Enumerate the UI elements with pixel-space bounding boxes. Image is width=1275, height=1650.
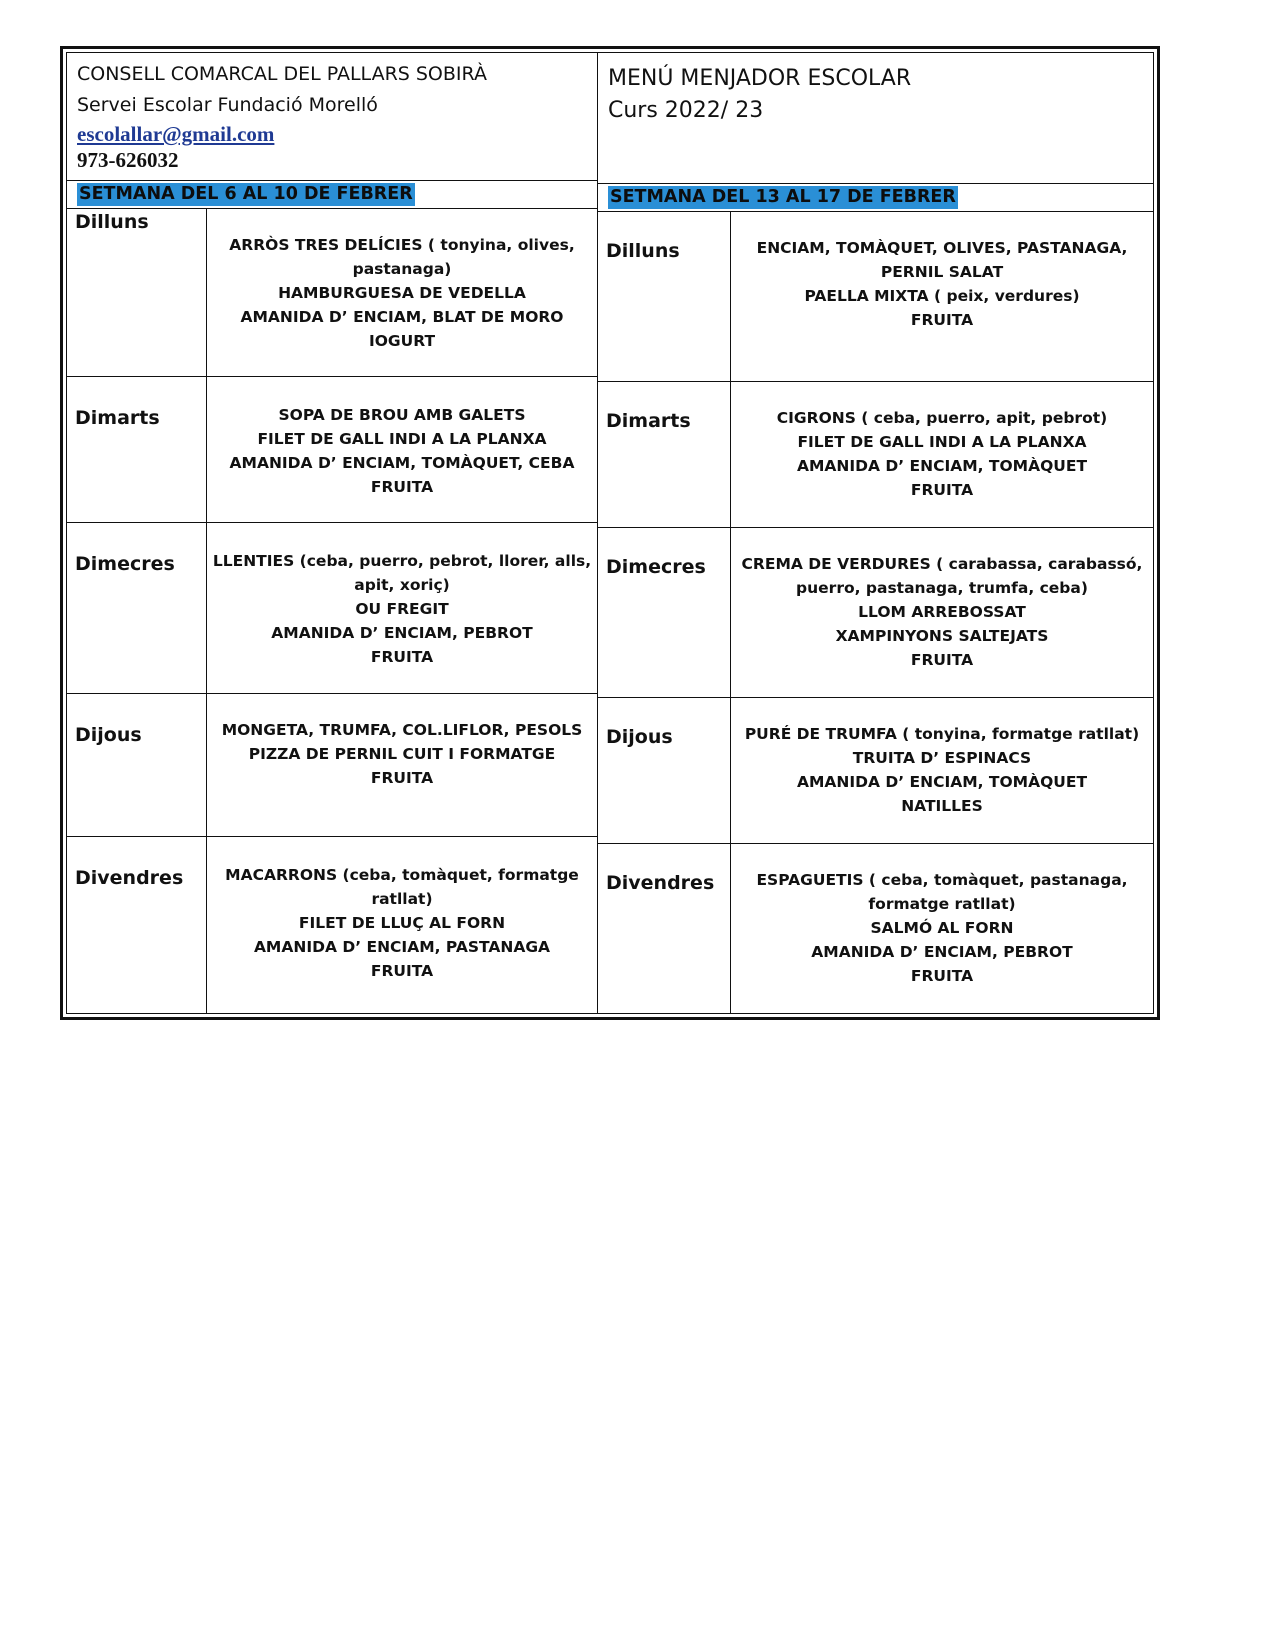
menu-line: puerro, pastanaga, trumfa, ceba) (796, 579, 1088, 597)
menu-line: FRUITA (370, 648, 434, 666)
menu-cell (731, 212, 1153, 381)
menu-line: MONGETA, TRUMFA, COL.LIFLOR, PESOLS (221, 721, 583, 739)
menu-line: SALMÓ AL FORN (870, 919, 1014, 937)
menu-line: TRUITA D’ ESPINACS (852, 749, 1032, 767)
menu-line: CREMA DE VERDURES ( carabassa, carabassó, (741, 555, 1143, 573)
org-name: CONSELL COMARCAL DEL PALLARS SOBIRÀ (77, 63, 487, 85)
service-name: Servei Escolar Fundació Morelló (77, 94, 378, 116)
week1-row-divendres (67, 837, 597, 1013)
menu-line: AMANIDA D’ ENCIAM, TOMÀQUET (796, 773, 1088, 791)
menu-line: formatge ratllat) (868, 895, 1016, 913)
menu-line: FILET DE GALL INDI A LA PLANXA (257, 430, 547, 448)
course-label: Curs 2022/ 23 (608, 98, 764, 123)
menu-cell (207, 377, 597, 522)
menu-line: FRUITA (910, 481, 974, 499)
day-label: Dimecres (67, 523, 207, 693)
menu-line: PAELLA MIXTA ( peix, verdures) (804, 287, 1080, 305)
menu-line: FRUITA (370, 478, 434, 496)
week2-row-dijous (598, 698, 1153, 844)
menu-line: ESPAGUETIS ( ceba, tomàquet, pastanaga, (756, 871, 1128, 889)
week2-header (598, 184, 1153, 212)
menu-line: OU FREGIT (355, 600, 449, 618)
week1-days (67, 209, 597, 1013)
menu-line: pastanaga) (352, 260, 452, 278)
week1-column (67, 53, 597, 1013)
menu-line: PIZZA DE PERNIL CUIT I FORMATGE (248, 745, 556, 763)
menu-header (598, 53, 1153, 184)
day-label: Divendres (67, 837, 207, 1013)
menu-line: apit, xoriç) (354, 576, 450, 594)
menu-line: PERNIL SALAT (880, 263, 1004, 281)
week2-days (598, 212, 1153, 1013)
menu-line: FILET DE GALL INDI A LA PLANXA (797, 433, 1087, 451)
menu-line: FRUITA (370, 962, 434, 980)
week1-row-dimecres (67, 523, 597, 694)
menu-line: AMANIDA D’ ENCIAM, BLAT DE MORO (240, 308, 564, 326)
week2-row-dilluns (598, 212, 1153, 382)
menu-cell (731, 382, 1153, 527)
week1-header (67, 181, 597, 209)
menu-cell (731, 528, 1153, 697)
menu-line: HAMBURGUESA DE VEDELLA (278, 284, 526, 302)
day-label: Dilluns (598, 212, 731, 381)
menu-line: CIGRONS ( ceba, puerro, apit, pebrot) (776, 409, 1108, 427)
phone-number: 973-626032 (77, 148, 179, 172)
menu-line: FRUITA (910, 651, 974, 669)
week1-row-dimarts (67, 377, 597, 523)
menu-table (66, 52, 1154, 1014)
day-label: Dijous (598, 698, 731, 843)
menu-cell (207, 837, 597, 1013)
menu-cell (207, 694, 597, 836)
menu-line: XAMPINYONS SALTEJATS (835, 627, 1049, 645)
menu-line: AMANIDA D’ ENCIAM, PASTANAGA (253, 938, 551, 956)
menu-line: AMANIDA D’ ENCIAM, PEBROT (811, 943, 1073, 961)
week1-label: SETMANA DEL 6 AL 10 DE FEBRER (79, 184, 413, 204)
week2-row-divendres (598, 844, 1153, 1013)
menu-line: IOGURT (368, 332, 436, 350)
week2-row-dimarts (598, 382, 1153, 528)
week2-label: SETMANA DEL 13 AL 17 DE FEBRER (610, 187, 956, 207)
menu-line: ARRÒS TRES DELÍCIES ( tonyina, olives, (229, 236, 575, 254)
menu-line: MACARRONS (ceba, tomàquet, formatge (225, 866, 579, 884)
menu-line: FRUITA (370, 769, 434, 787)
menu-line: FRUITA (910, 967, 974, 985)
menu-line: SOPA DE BROU AMB GALETS (278, 406, 526, 424)
menu-cell (207, 523, 597, 693)
menu-line: AMANIDA D’ ENCIAM, PEBROT (271, 624, 533, 642)
week1-row-dijous (67, 694, 597, 837)
week2-column (597, 53, 1153, 1013)
menu-line: NATILLES (901, 797, 983, 815)
menu-frame (60, 46, 1160, 1020)
menu-line: FILET DE LLUÇ AL FORN (298, 914, 506, 932)
menu-line: FRUITA (910, 311, 974, 329)
menu-line: AMANIDA D’ ENCIAM, TOMÀQUET, CEBA (229, 454, 575, 472)
menu-line: LLOM ARREBOSSAT (858, 603, 1026, 621)
menu-cell (207, 209, 597, 376)
day-label: Dijous (67, 694, 207, 836)
menu-title: MENÚ MENJADOR ESCOLAR (608, 66, 912, 91)
day-label: Dimarts (598, 382, 731, 527)
menu-line: AMANIDA D’ ENCIAM, TOMÀQUET (796, 457, 1088, 475)
day-label: Divendres (598, 844, 731, 1013)
week1-row-dilluns (67, 209, 597, 377)
day-label: Dimarts (67, 377, 207, 522)
email-link[interactable]: escolallar@gmail.com (77, 122, 275, 146)
menu-line: LLENTIES (ceba, puerro, pebrot, llorer, alls, (212, 552, 592, 570)
day-label: Dilluns (67, 209, 207, 376)
menu-cell (731, 844, 1153, 1013)
menu-cell (731, 698, 1153, 843)
week2-row-dimecres (598, 528, 1153, 698)
menu-line: ratllat) (371, 890, 433, 908)
day-label: Dimecres (598, 528, 731, 697)
menu-line: ENCIAM, TOMÀQUET, OLIVES, PASTANAGA, (756, 239, 1128, 257)
menu-line: PURÉ DE TRUMFA ( tonyina, formatge ratllat) (744, 725, 1140, 743)
org-header (67, 53, 597, 181)
